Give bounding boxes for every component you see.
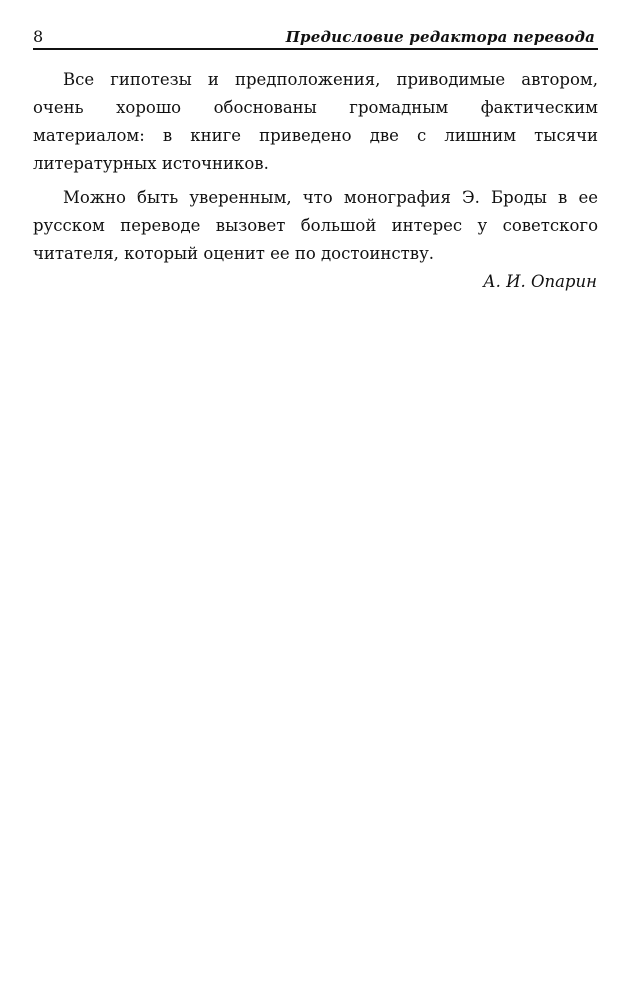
page-number: 8 bbox=[33, 27, 44, 46]
header-rule bbox=[33, 48, 598, 50]
paragraph-1: Все гипотезы и предположения, приводимые автором, очень хорошо обоснованы громадным фактическим материалом: в книге приведено две с лишним тысячи литературных источников. bbox=[33, 70, 598, 173]
running-title: Предисловие редактора перевода bbox=[285, 28, 595, 46]
paragraph-2: Можно быть уверенным, что монография Э. Броды в ее русском переводе вызовет большой интерес у советского читателя, который оценит ее по достоинству. bbox=[33, 188, 598, 263]
author-signature: А. И. Опарин bbox=[483, 272, 597, 291]
main-text bbox=[33, 66, 598, 268]
running-header bbox=[33, 26, 598, 48]
